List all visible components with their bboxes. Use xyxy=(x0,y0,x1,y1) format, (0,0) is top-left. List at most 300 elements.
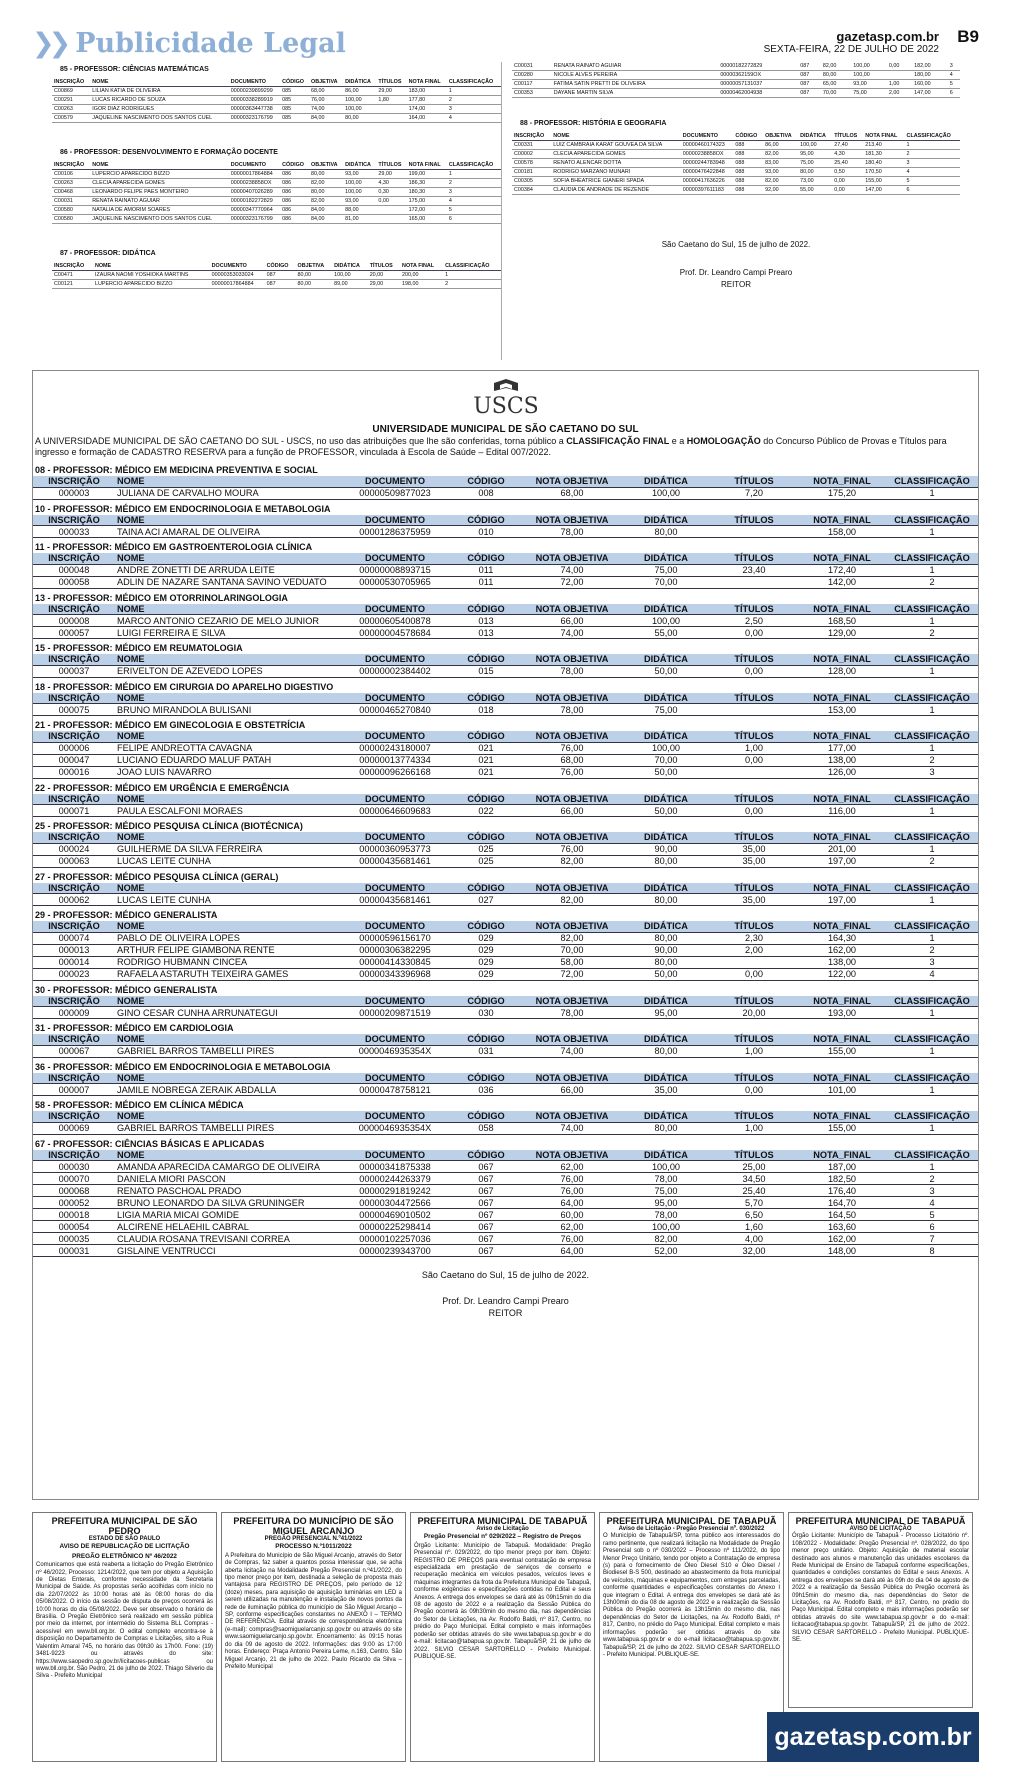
results-table xyxy=(33,921,978,981)
column-header: TÍTULOS xyxy=(710,1073,798,1084)
table-cell: RENATO ALENCAR DOTTA xyxy=(551,159,680,168)
table-cell: 100,00 xyxy=(798,141,832,150)
column-header: CLASSIFICAÇÃO xyxy=(886,693,978,704)
table-cell: 000057 xyxy=(33,627,115,639)
table-cell: 34,50 xyxy=(710,1173,798,1185)
table-cell: 000033 xyxy=(33,526,115,538)
table-cell: 2 xyxy=(886,1173,978,1185)
table-cell: 00000362159OX xyxy=(718,71,798,80)
table-cell: 126,00 xyxy=(798,766,886,778)
table-cell: 000054 xyxy=(33,1221,115,1233)
table-cell: 000006 xyxy=(33,742,115,754)
column-header: NOTA_FINAL xyxy=(798,883,886,894)
column-header: TÍTULOS xyxy=(376,78,406,87)
header-row xyxy=(33,1111,978,1122)
column-header: DIDÁTICA xyxy=(622,731,710,742)
table-cell: GABRIEL BARROS TAMBELLI PIRES xyxy=(115,1122,340,1134)
table-cell: 1 xyxy=(447,87,501,96)
table-cell: 198,00 xyxy=(400,280,443,289)
column-header: NOTA OBJETIVA xyxy=(522,654,622,665)
table-cell: 68,00 xyxy=(522,487,622,499)
table-cell: 1,00 xyxy=(710,1045,798,1057)
column-header: DOCUMENTO xyxy=(340,883,450,894)
column-header: NOTA OBJETIVA xyxy=(522,1073,622,1084)
gazeta-brand-footer[interactable]: gazetasp.com.br xyxy=(767,1712,979,1762)
legal-notice xyxy=(599,1512,784,1762)
column-header: INSCRIÇÃO xyxy=(33,604,115,615)
column-header: CLASSIFICAÇÃO xyxy=(886,1111,978,1122)
column-header: NOTA OBJETIVA xyxy=(522,996,622,1007)
column-header: TÍTULOS xyxy=(710,832,798,843)
column-header: CLASSIFICAÇÃO xyxy=(886,1073,978,1084)
table-cell: GISLAINE VENTRUCCI xyxy=(115,1245,340,1257)
table-cell: 1,00 xyxy=(710,1122,798,1134)
table-cell: 60,00 xyxy=(522,1209,622,1221)
table-cell: 62,00 xyxy=(522,1161,622,1173)
table-cell: C00031 xyxy=(512,62,552,71)
table-cell: 80,00 xyxy=(622,932,710,944)
table-row xyxy=(52,87,501,96)
notice-org: PREFEITURA MUNICIPAL DE TABAPUÃ xyxy=(795,1516,966,1526)
column-header: NOTA_FINAL xyxy=(798,515,886,526)
column-header: DIDÁTICA xyxy=(622,794,710,805)
table-cell: 95,00 xyxy=(622,1007,710,1019)
table-cell: 00000596156170 xyxy=(340,932,450,944)
table-cell: 78,00 xyxy=(522,665,622,677)
table-cell: 164,70 xyxy=(798,1197,886,1209)
table-cell: LIGIA MARIA MICAI GOMIDE xyxy=(115,1209,340,1221)
table-cell: 000018 xyxy=(33,1209,115,1221)
column-header: DOCUMENTO xyxy=(340,1073,450,1084)
table-cell: 50,00 xyxy=(622,766,710,778)
table-cell: 088 xyxy=(733,177,763,186)
table-cell: 201,00 xyxy=(798,843,886,855)
table-cell: 067 xyxy=(450,1221,522,1233)
page-number: B9 xyxy=(957,27,979,46)
table-cell: 086 xyxy=(280,170,309,179)
table-row xyxy=(33,627,978,639)
column-header: CÓDIGO xyxy=(450,693,522,704)
table-cell: C00117 xyxy=(512,80,552,89)
signer-name: Prof. Dr. Leandro Campi Prearo xyxy=(679,268,793,277)
table-cell: 162,00 xyxy=(798,1233,886,1245)
table-cell: CLECIA APARECIDA GOMES xyxy=(551,150,680,159)
section-logo xyxy=(32,28,346,59)
table-cell: 160,00 xyxy=(912,80,948,89)
column-header: NOTA FINAL xyxy=(407,78,447,87)
results-table xyxy=(52,161,501,224)
table-cell: 4,30 xyxy=(376,179,406,188)
table-cell: 193,00 xyxy=(798,1007,886,1019)
column-header: INSCRIÇÃO xyxy=(33,515,115,526)
table-row xyxy=(33,1122,978,1134)
column-header: NOTA_FINAL xyxy=(798,476,886,487)
table-cell: 80,00 xyxy=(296,271,333,280)
table-cell: 058 xyxy=(450,1122,522,1134)
table-cell: 78,00 xyxy=(522,526,622,538)
column-header: TÍTULOS xyxy=(710,553,798,564)
section-title: 67 - PROFESSOR: CIÊNCIAS BÁSICAS E APLICADAS xyxy=(35,1138,265,1149)
column-header: DIDÁTICA xyxy=(343,161,376,170)
table-cell: 5,70 xyxy=(710,1197,798,1209)
table-cell: JAQUELINE NASCIMENTO DOS SANTOS CUEL xyxy=(90,114,228,123)
table-cell: 81,00 xyxy=(343,215,376,224)
university-name: UNIVERSIDADE MUNICIPAL DE SÃO CAETANO DO SUL xyxy=(372,424,639,435)
table-cell: 087 xyxy=(798,71,821,80)
column-header: NOTA OBJETIVA xyxy=(522,476,622,487)
column-header: NOME xyxy=(115,1150,340,1161)
place-date: São Caetano do Sul, 15 de julho de 2022. xyxy=(661,240,811,249)
header-row xyxy=(33,604,978,615)
column-header: NOTA FINAL xyxy=(863,132,904,141)
column-header: NOTA_FINAL xyxy=(798,832,886,843)
table-cell xyxy=(376,105,406,114)
table-cell: 138,00 xyxy=(798,754,886,766)
column-header: NOME xyxy=(115,693,340,704)
table-cell: 00000435681461 xyxy=(340,894,450,906)
table-cell: 93,00 xyxy=(343,170,376,179)
table-cell: NICOLE ALVES PEREIRA xyxy=(552,71,719,80)
table-cell: 025 xyxy=(450,855,522,867)
table-cell xyxy=(376,215,406,224)
table-cell: 182,00 xyxy=(912,62,948,71)
table-cell: SOFIA BHEATRICE GIANERI SPADA xyxy=(551,177,680,186)
table-cell: 00000017864884 xyxy=(229,170,280,179)
column-header: DIDÁTICA xyxy=(622,1073,710,1084)
table-cell: 100,00 xyxy=(851,62,887,71)
table-cell: 175,00 xyxy=(407,197,447,206)
table-cell: 00000013774334 xyxy=(340,754,450,766)
column-header: INSCRIÇÃO xyxy=(33,996,115,1007)
top-left-column xyxy=(52,62,502,360)
table-cell: 64,00 xyxy=(522,1245,622,1257)
column-header: INSCRIÇÃO xyxy=(33,731,115,742)
column-header: NOME xyxy=(93,262,210,271)
signer-role: REITOR xyxy=(720,280,752,289)
table-cell: 76,00 xyxy=(522,766,622,778)
table-cell: 000008 xyxy=(33,615,115,627)
table-cell: 1 xyxy=(886,487,978,499)
table-cell: 199,00 xyxy=(407,170,447,179)
notice-body: Órgão Licitante: Município de Tabapuã - Processo Licitatório nº. 108/2022 - Modalidade: Pregão Presencial nº. 028/2022, do tipo menor preço unitário. Objeto: Aquisição de material escolar destinado aos alunos e manutenção das unidades escolares da Rede Municipal de Ensino de Tabapuã conforme especificações, quantidades e condições constantes do Edital e seus Anexos. A entrega dos envelopes se dará até às 09h do dia 04 de agosto de 2022 e a realização da Sessão Pública do Pregão ocorrerá às 09h15min do mesmo dia, nas dependências do Setor de Licitações, na Av. Rodolfo Baldi, nº 817, Centro, no prédio do Paço Municipal. Edital completo e mais informações poderão ser obtidas através do site www.tabapua.sp.gov.br e do e-mail: licitacao@tabapua.sp.gov.br. Tabapuã/SP, 21 de julho de 2022. SILVIO CESAR SARTORELLO - Prefeito Municipal. PUBLIQUE-SE. xyxy=(792,1533,969,1644)
table-cell: 4 xyxy=(905,168,960,177)
table-cell: 00000530705965 xyxy=(340,576,450,588)
table-cell: C00002 xyxy=(512,150,551,159)
table-cell: 031 xyxy=(450,1045,522,1057)
header-row xyxy=(52,161,501,170)
notice-heading: PREGÃO ELETRÔNICO Nº 46/2022 xyxy=(72,1552,177,1560)
column-header: NOME xyxy=(115,604,340,615)
table-cell: 087 xyxy=(798,89,821,98)
table-cell: LUPERCIO APARECIDO BIZZO xyxy=(90,170,228,179)
column-header: NOME xyxy=(90,161,228,170)
table-cell: C00579 xyxy=(52,114,90,123)
table-cell: 100,00 xyxy=(343,105,376,114)
column-header: TÍTULOS xyxy=(710,1150,798,1161)
header-row xyxy=(33,1150,978,1161)
table-cell: 155,00 xyxy=(798,1045,886,1057)
table-cell: 1 xyxy=(886,843,978,855)
table-cell: 90,00 xyxy=(622,843,710,855)
table-cell: 085 xyxy=(280,114,309,123)
column-header: CLASSIFICAÇÃO xyxy=(886,515,978,526)
column-header: TÍTULOS xyxy=(710,604,798,615)
table-cell: 0,00 xyxy=(710,805,798,817)
table-cell: 067 xyxy=(450,1161,522,1173)
table-cell: 50,00 xyxy=(622,805,710,817)
column-header: DOCUMENTO xyxy=(340,515,450,526)
table-row xyxy=(33,1209,978,1221)
table-row xyxy=(512,80,960,89)
table-cell: 1 xyxy=(905,141,960,150)
header-row xyxy=(33,1034,978,1045)
table-cell: C00031 xyxy=(52,197,90,206)
table-cell: 200,00 xyxy=(400,271,443,280)
table-cell: 197,00 xyxy=(798,894,886,906)
notice-heading: PROCESSO N.º1011/2022 xyxy=(275,1543,352,1551)
table-cell: 0,00 xyxy=(376,197,406,206)
column-header: CLASSIFICAÇÃO xyxy=(886,996,978,1007)
column-header: NOTA_FINAL xyxy=(798,921,886,932)
column-header: CLASSIFICAÇÃO xyxy=(886,553,978,564)
table-cell: 23,40 xyxy=(710,564,798,576)
table-cell: 000068 xyxy=(33,1185,115,1197)
column-header: CÓDIGO xyxy=(450,654,522,665)
table-row xyxy=(33,576,978,588)
table-cell: 84,00 xyxy=(309,215,343,224)
table-cell: 00000397611183 xyxy=(681,186,734,195)
table-cell: LILIAN KATIA DE OLIVEIRA xyxy=(90,87,228,96)
table-row xyxy=(52,280,501,289)
table-cell: 213,40 xyxy=(863,141,904,150)
table-cell: 70,00 xyxy=(522,944,622,956)
table-cell: PABLO DE OLIVEIRA LOPES xyxy=(115,932,340,944)
table-cell: 100,00 xyxy=(851,71,887,80)
column-header: NOME xyxy=(115,921,340,932)
table-cell: 087 xyxy=(798,62,821,71)
column-header: INSCRIÇÃO xyxy=(52,161,90,170)
table-cell xyxy=(710,766,798,778)
table-cell: 00000002384402 xyxy=(340,665,450,677)
table-cell: 180,00 xyxy=(912,71,948,80)
table-row xyxy=(33,1161,978,1173)
table-cell: 164,30 xyxy=(798,932,886,944)
column-header: NOTA OBJETIVA xyxy=(522,693,622,704)
table-cell: JOAO LUIS NAVARRO xyxy=(115,766,340,778)
header-row xyxy=(52,262,501,271)
table-cell: 027 xyxy=(450,894,522,906)
table-cell: 1 xyxy=(886,564,978,576)
table-cell: 4,30 xyxy=(832,150,863,159)
table-cell: RENATO PASCHOAL PRADO xyxy=(115,1185,340,1197)
notice-subtitle: PREGÃO PRESENCIAL N.º41/2022 xyxy=(264,1536,363,1542)
column-header: DOCUMENTO xyxy=(340,553,450,564)
legal-notice xyxy=(221,1512,406,1762)
table-row xyxy=(52,114,501,123)
table-cell: 00000414330845 xyxy=(340,956,450,968)
table-cell: 00001286375959 xyxy=(340,526,450,538)
notice-body: O Município de Tabapuã/SP, torna público aos interessados do ramo pertinente, que realizará licitação na Modalidade de Pregão Presencial sob o nº 030/2022 – Processo nº 111/2022, do tipo Menor Preço Unitário, tendo por objeto a Contratação de empresa (s) para o fornecimento de Óleo Diesel S10 e Óleo Diesel / Biodiesel B-S 500, destinado ao abastecimento da frota municipal de veículos, máquinas e equipamentos, com entregas parceladas, conforme quantidades e especificações constantes do Anexo I que integram o Edital. A entrega dos envelopes se dará até às 13h00min do dia 08 de agosto de 2022 e a realização da Sessão Pública do Pregão ocorrerá às 13h15min do mesmo dia, nas dependências do Setor de Licitações, na Av. Rodolfo Baldi, nº 817, Centro, no prédio do Paço Municipal. Edital completo e mais informações poderão ser obtidas através do site www.tabapua.sp.gov.br e do e-mail licitacao@tabapua.sp.gov.br. Tabapuã/SP, 21 de julho de 2022. SILVIO CESAR SARTORELLO - Prefeito Municipal. PUBLIQUE-SE. xyxy=(603,1533,780,1658)
column-header: NOME xyxy=(90,78,228,87)
uscs-sections xyxy=(33,465,978,1257)
column-header: CÓDIGO xyxy=(280,161,309,170)
table-cell: 085 xyxy=(280,105,309,114)
table-cell: 010 xyxy=(450,526,522,538)
header-row xyxy=(33,553,978,564)
intro-bold: HOMOLOGAÇÃO xyxy=(686,436,761,446)
table-cell: 0,00 xyxy=(710,754,798,766)
site-name[interactable]: gazetasp.com.br xyxy=(836,29,939,44)
results-table xyxy=(33,731,978,779)
table-cell: 2 xyxy=(886,754,978,766)
section-title: 85 - PROFESSOR: CIÊNCIAS MATEMÁTICAS xyxy=(60,66,209,73)
table-cell: 00000460174323 xyxy=(681,141,734,150)
column-header: NOTA OBJETIVA xyxy=(522,921,622,932)
table-cell: 000014 xyxy=(33,956,115,968)
column-header: CÓDIGO xyxy=(280,78,309,87)
column-header: NOME xyxy=(115,476,340,487)
table-cell: 75,00 xyxy=(851,89,887,98)
table-cell: 3 xyxy=(905,159,960,168)
table-cell: 000075 xyxy=(33,704,115,716)
column-header: NOTA OBJETIVA xyxy=(522,794,622,805)
table-cell: 2 xyxy=(447,179,501,188)
table-cell: 088 xyxy=(733,168,763,177)
results-table xyxy=(33,832,978,868)
table-row xyxy=(33,1197,978,1209)
table-cell: 00000338289919 xyxy=(229,96,280,105)
table-cell: 1 xyxy=(886,704,978,716)
column-header: NOTA OBJETIVA xyxy=(522,1150,622,1161)
table-row xyxy=(33,1233,978,1245)
table-cell: 000003 xyxy=(33,487,115,499)
section-title: 29 - PROFESSOR: MÉDICO GENERALISTA xyxy=(35,910,218,920)
table-cell: 100,00 xyxy=(622,487,710,499)
table-cell: C00291 xyxy=(52,96,90,105)
table-cell: 00000182272829 xyxy=(229,197,280,206)
table-row xyxy=(52,271,501,280)
table-cell: C00353 xyxy=(512,89,552,98)
table-row xyxy=(33,1245,978,1257)
column-header: NOTA OBJETIVA xyxy=(522,604,622,615)
table-cell: 163,60 xyxy=(798,1221,886,1233)
table-cell: 00000353033024 xyxy=(210,271,265,280)
table-cell: JAMILE NOBREGA ZERAIK ABDALLA xyxy=(115,1084,340,1096)
table-row xyxy=(33,1007,978,1019)
column-header: NOTA_FINAL xyxy=(798,1111,886,1122)
table-cell: 83,00 xyxy=(763,159,798,168)
table-cell: 70,00 xyxy=(622,754,710,766)
header-row xyxy=(33,1073,978,1084)
table-cell: 000071 xyxy=(33,805,115,817)
section-title: 22 - PROFESSOR: MÉDICO EM URGÊNCIA E EMERGÊNCIA xyxy=(35,782,290,793)
table-cell: 80,00 xyxy=(622,894,710,906)
table-cell: ADLIN DE NAZARE SANTANA SAVINO VEDUATO xyxy=(115,576,340,588)
table-cell: 000067 xyxy=(33,1045,115,1057)
table-cell: 00000605400878 xyxy=(340,615,450,627)
table-cell: FATIMA SATIN PRETTI DE OLIVEIRA xyxy=(552,80,719,89)
column-header: CÓDIGO xyxy=(450,604,522,615)
section-title: 30 - PROFESSOR: MÉDICO GENERALISTA xyxy=(35,984,218,995)
column-header: CLASSIFICAÇÃO xyxy=(886,654,978,665)
table-cell: 100,00 xyxy=(332,271,368,280)
header-row xyxy=(33,476,978,487)
column-header: DOCUMENTO xyxy=(340,1150,450,1161)
table-cell: 3 xyxy=(447,105,501,114)
table-cell: 00000462004938 xyxy=(718,89,798,98)
notice-org: PREFEITURA MUNICIPAL DE TABAPUÃ xyxy=(417,1516,588,1526)
table-cell: 6 xyxy=(948,89,960,98)
table-cell: 00000244783948 xyxy=(681,159,734,168)
table-cell: 036 xyxy=(450,1084,522,1096)
table-cell: 80,00 xyxy=(622,1045,710,1057)
column-header: CÓDIGO xyxy=(450,832,522,843)
column-header: DIDÁTICA xyxy=(622,1150,710,1161)
table-cell: 25,40 xyxy=(832,159,863,168)
section-title: 25 - PROFESSOR: MÉDICO PESQUISA CLÍNICA (BIOTÉCNICA) xyxy=(35,821,303,831)
table-cell: 158,00 xyxy=(798,526,886,538)
table-cell: 68,00 xyxy=(309,87,343,96)
column-header: TÍTULOS xyxy=(710,693,798,704)
table-cell: C00305 xyxy=(512,177,551,186)
table-cell: 80,00 xyxy=(296,280,333,289)
column-header: NOTA_FINAL xyxy=(798,731,886,742)
table-cell: 20,00 xyxy=(368,271,400,280)
table-cell: 00000008893715 xyxy=(340,564,450,576)
table-cell: 100,00 xyxy=(343,188,376,197)
table-cell: GINO CESAR CUNHA ARRUNATEGUI xyxy=(115,1007,340,1019)
table-cell: 68,00 xyxy=(522,754,622,766)
table-cell: 0,00 xyxy=(710,968,798,980)
table-cell: 086 xyxy=(280,206,309,215)
table-cell: CLAUDIA ROSANA TREVISANI CORREA xyxy=(115,1233,340,1245)
table-row xyxy=(52,215,501,224)
table-cell: 82,00 xyxy=(309,197,343,206)
legal-notice xyxy=(788,1512,973,1708)
table-cell: 88,00 xyxy=(343,206,376,215)
table-cell: 84,00 xyxy=(309,206,343,215)
column-header: CLASSIFICAÇÃO xyxy=(886,883,978,894)
table-cell: C00331 xyxy=(512,141,551,150)
table-cell: 021 xyxy=(450,754,522,766)
table-cell: 25,40 xyxy=(710,1185,798,1197)
table-cell: 82,00 xyxy=(522,932,622,944)
notice-heading: Pregão Presencial nº 029/2022 – Registro de Preços xyxy=(423,1533,582,1541)
column-header: INSCRIÇÃO xyxy=(33,654,115,665)
table-cell: 138,00 xyxy=(798,956,886,968)
table-cell: 3 xyxy=(886,766,978,778)
table-cell: 2,00 xyxy=(887,89,912,98)
table-cell: 170,50 xyxy=(863,168,904,177)
intro-part: do Concurso Público de Provas e Títulos para ingresso e formação de CADASTRO RESERVA para a função de PROFESSOR, vinculada à Escola de Saúde – Edital 007/2022. xyxy=(35,436,947,457)
table-cell: 93,00 xyxy=(763,168,798,177)
table-cell: C00106 xyxy=(52,170,90,179)
logo-text: USCS xyxy=(472,394,539,419)
column-header: DOCUMENTO xyxy=(210,262,265,271)
header-row xyxy=(33,515,978,526)
column-header: NOME xyxy=(115,996,340,1007)
table-cell: 00000182272829 xyxy=(718,62,798,71)
table-row xyxy=(33,766,978,778)
results-table xyxy=(33,693,978,717)
table-cell: 35,00 xyxy=(622,1084,710,1096)
table-cell: 6,50 xyxy=(710,1209,798,1221)
table-cell: 00000017864884 xyxy=(210,280,265,289)
table-cell: 116,00 xyxy=(798,805,886,817)
table-cell xyxy=(710,704,798,716)
table-cell: GABRIEL BARROS TAMBELLI PIRES xyxy=(115,1045,340,1057)
table-cell: 000013 xyxy=(33,944,115,956)
